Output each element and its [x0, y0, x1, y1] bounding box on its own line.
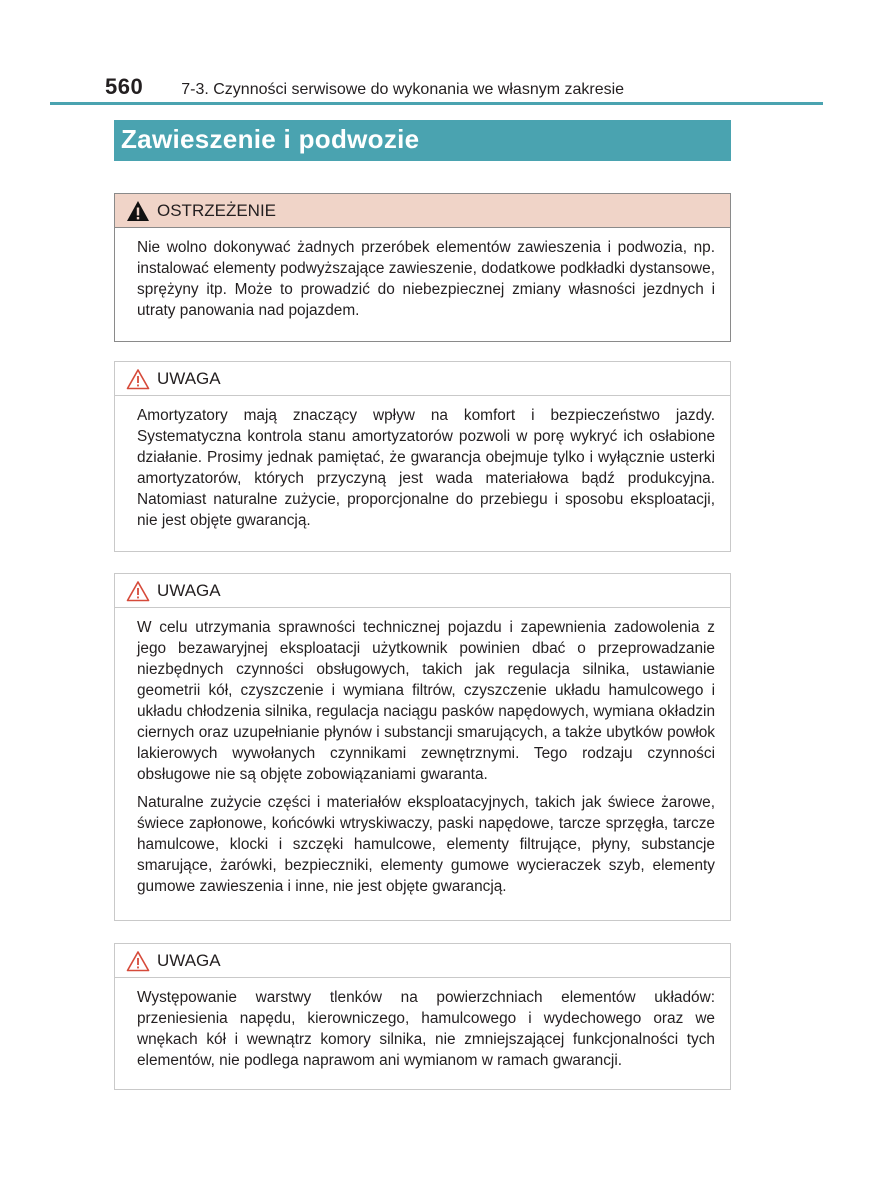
notice-paragraph: Naturalne zużycie części i materiałów eksploatacyjnych, takich jak świece żarowe, świece zapłonowe, końcówki wtryskiwaczy, paski napędowe, tarcze sprzęgła, tarcze hamulcowe, klocki i szczęki hamulcowe, elementy filtrujące, płyny, substancje smarujące, żarówki, bezpieczniki, elementy gumowe wycieraczek szyb, elementy gumowe zawieszenia i inne, nie jest objęte gwarancją.: [137, 794, 715, 895]
notice-box-header: [115, 574, 730, 608]
warning-triangle-outline-icon: [126, 950, 150, 972]
warning-paragraph: Nie wolno dokonywać żadnych przeróbek elementów zawieszenia i podwozia, np. instalować elementy podwyższające zawieszenie, dodatkowe podkładki dystansowe, sprężyny itp. Może to prowadzić do niebezpiecznej zmiany własności jezdnych i utraty panowania nad pojazdem.: [137, 239, 715, 319]
warning-box-body: [115, 228, 730, 341]
notice-box-oxides: [114, 943, 731, 1090]
notice-paragraph: W celu utrzymania sprawności technicznej pojazdu i zapewnienia zadowolenia z jego bezawaryjnej eksploatacji użytkownik powinien dbać o przeprowadzanie niezbędnych czynności obsługowych, takich jak regulacja silnika, ustawianie geometrii kół, czyszczenie i wymiana filtrów, czyszczenie układu hamulcowego i układu chłodzenia silnika, regulacja naciągu pasków napędowych, wymiana okładzin ciernych oraz uzupełnianie płynów i substancji smarujących, a także ubytków powłok lakierowych wywołanych czynnikami zewnętrznymi. Tego rodzaju czynności obsługowe nie są objęte zobowiązaniami gwaranta.: [137, 619, 715, 783]
notice-box-header: [115, 362, 730, 396]
warning-triangle-outline-icon: [126, 368, 150, 390]
notice-box-body: [115, 978, 730, 1089]
notice-box-header: [115, 944, 730, 978]
section-title: 7-3. Czynności serwisowe do wykonania we własnym zakresie: [181, 81, 625, 98]
warning-triangle-filled-icon: [126, 200, 150, 222]
page-number: 560: [105, 74, 144, 99]
warning-box-header: [115, 194, 730, 228]
notice-paragraph: Występowanie warstwy tlenków na powierzchniach elementów układów: przeniesienia napędu, kierowniczego, hamulcowego i wydechowego oraz we wnękach kół i wewnątrz komory silnika, nie zmniejszającej funkcjonalności tych elementów, nie podlega naprawom ani wymianom w ramach gwarancji.: [137, 989, 715, 1069]
notice-box-label: UWAGA: [157, 580, 221, 600]
warning-box-label: OSTRZEŻENIE: [157, 200, 277, 220]
warning-box: [114, 193, 731, 342]
notice-box-label: UWAGA: [157, 950, 221, 970]
warning-triangle-outline-icon: [126, 580, 150, 602]
page-title: Zawieszenie i podwozie: [121, 124, 420, 154]
page-header: [105, 74, 624, 100]
notice-box-shock-absorbers: [114, 361, 731, 552]
notice-paragraph: Amortyzatory mają znaczący wpływ na komfort i bezpieczeństwo jazdy. Systematyczna kontrola stanu amortyzatorów pozwoli w porę wykryć ich osłabione działanie. Prosimy jednak pamiętać, że gwarancja obejmuje tylko i wyłącznie usterki amortyzatorów, których przyczyną jest wada materiałowa bądź produkcyjna. Natomiast naturalne zużycie, proporcjonalne do przebiegu i sposobu eksploatacji, nie jest objęte gwarancją.: [137, 407, 715, 529]
title-bar: [114, 120, 731, 161]
notice-box-label: UWAGA: [157, 368, 221, 388]
notice-box-maintenance: [114, 573, 731, 921]
notice-box-body: [115, 608, 730, 920]
notice-box-body: [115, 396, 730, 551]
header-rule: [50, 102, 823, 105]
